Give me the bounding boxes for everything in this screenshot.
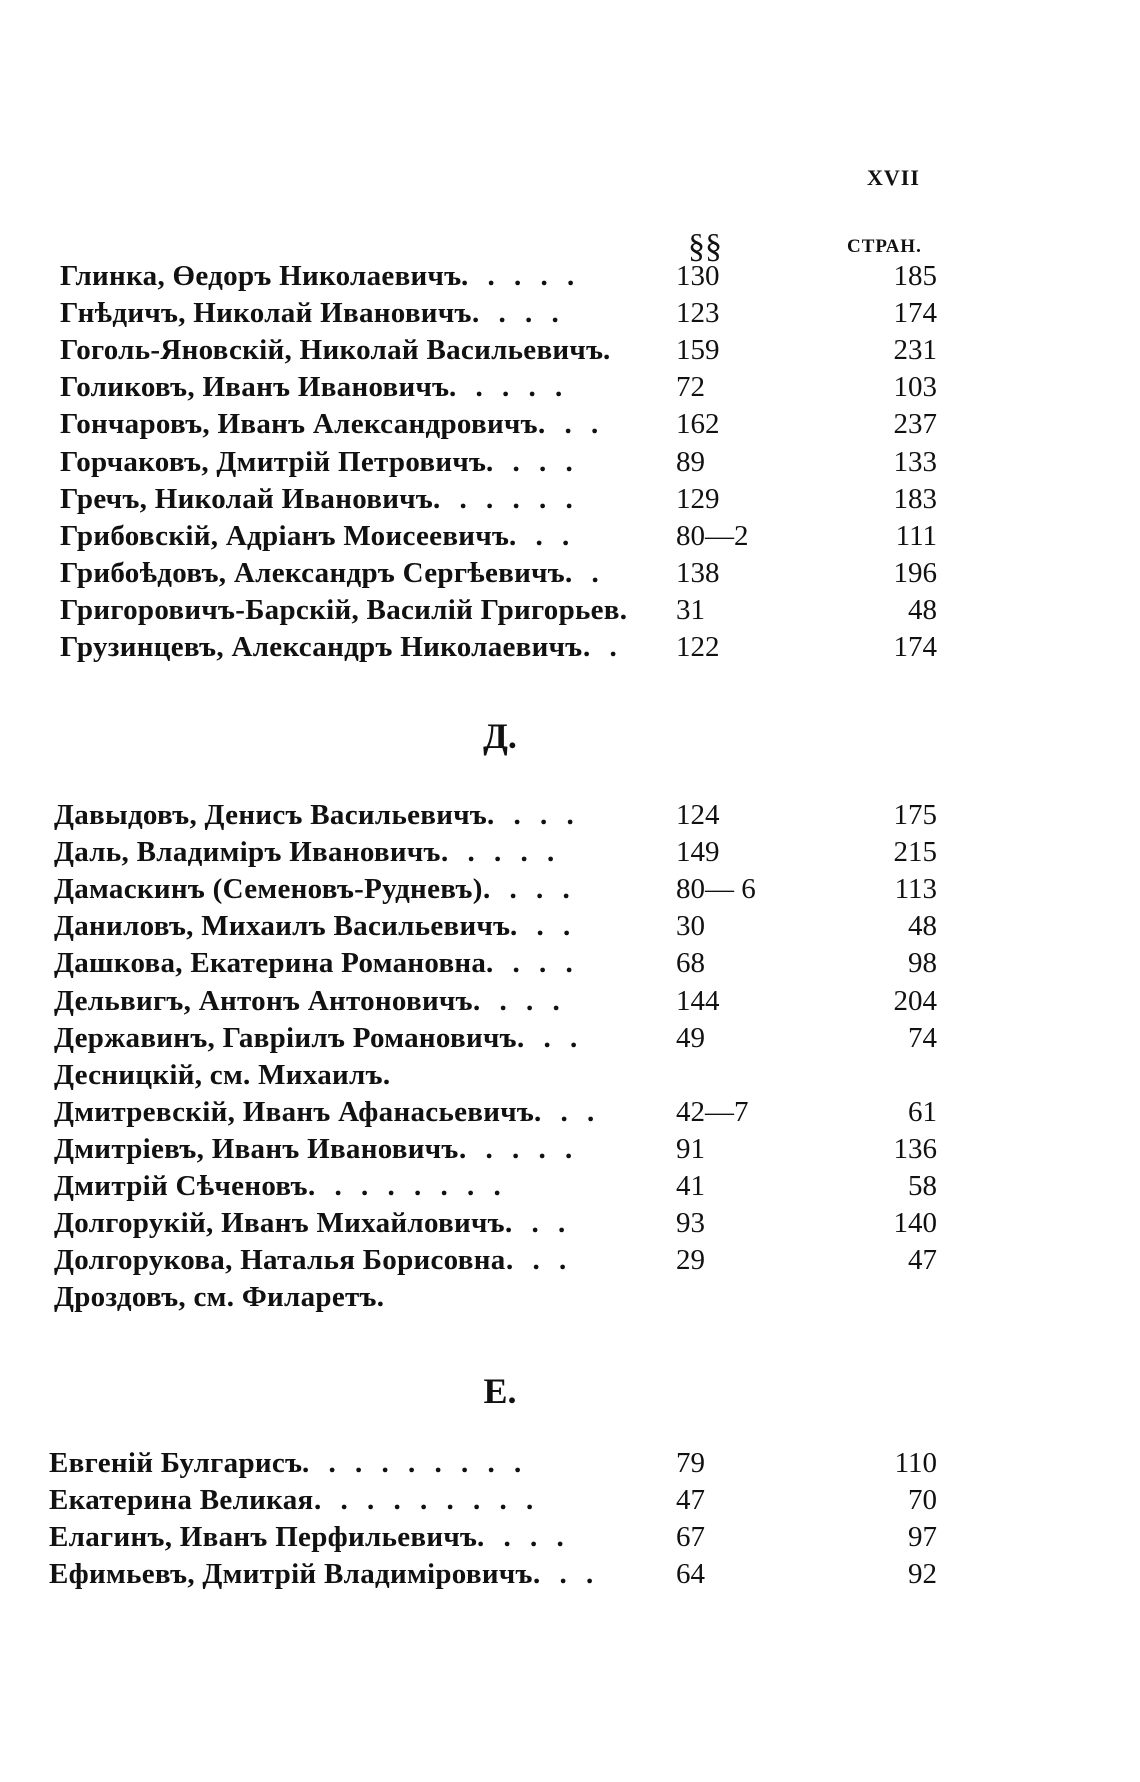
index-entry [0, 1131, 1140, 1168]
entry-leader-dots: . . . [505, 1207, 572, 1240]
entry-paragraph-number: 30 [676, 910, 705, 943]
entry-paragraph-number: 79 [676, 1447, 705, 1479]
entry-leader-dots: . . . [538, 408, 605, 441]
index-entry [0, 908, 1140, 945]
entry-page-number: 61 [908, 1095, 937, 1128]
entry-name: Гончаровъ, Иванъ Александровичъ [60, 408, 538, 441]
index-entry [0, 518, 1140, 555]
entry-leader-dots: . . . . . . . . . [302, 1447, 528, 1479]
entry-paragraph-number: 159 [676, 334, 720, 367]
entry-paragraph-number: 124 [676, 799, 720, 831]
entry-name: Дмитревскій, Иванъ Афанасьевичъ [54, 1095, 535, 1128]
entry-name: Ефимьевъ, Дмитрій Владиміровичъ [49, 1558, 533, 1591]
index-entry [0, 1094, 1140, 1131]
entry-leader-dots: . . . . . [449, 371, 569, 404]
index-entry [0, 406, 1140, 443]
entry-page-number: 133 [893, 445, 937, 478]
section-letter-heading: Е. [483, 1371, 517, 1411]
paragraphs-column-header: §§ [688, 228, 722, 265]
entry-page-number: 174 [893, 297, 937, 330]
entry-name: Державинъ, Гавріилъ Романовичъ [54, 1021, 517, 1054]
entry-name: Горчаковъ, Дмитрій Петровичъ [60, 445, 487, 478]
entry-paragraph-number: 49 [676, 1021, 705, 1054]
entry-leader-dots: . . . [517, 1021, 584, 1054]
index-entry [0, 1519, 1140, 1556]
entry-page-number: 183 [893, 482, 937, 515]
entry-name: Долгорукова, Наталья Борисовна [54, 1244, 506, 1277]
entry-leader-dots: . . . . [483, 873, 576, 906]
entry-paragraph-number: 80—2 [676, 519, 749, 552]
index-entry [0, 1242, 1140, 1279]
entry-paragraph-number: 68 [676, 947, 705, 980]
entry-page-number: 237 [893, 408, 937, 441]
entry-page-number: 136 [893, 1132, 937, 1165]
index-entry [0, 1482, 1140, 1519]
entry-name: Елагинъ, Иванъ Перфильевичъ [49, 1521, 478, 1554]
entry-name: Даль, Владиміръ Ивановичъ [54, 836, 441, 869]
index-entry [0, 834, 1140, 871]
index-entry [0, 1445, 1140, 1482]
entry-page-number: 110 [894, 1447, 937, 1479]
entry-leader-dots: . . . . . . . . . [314, 1484, 540, 1517]
index-entry [0, 1168, 1140, 1205]
index-entry [0, 481, 1140, 518]
section-letter-heading: Д. [483, 716, 517, 756]
entry-page-number: 48 [908, 593, 937, 626]
entry-name: Евгеній Булгарисъ [49, 1447, 303, 1479]
entry-paragraph-number: 91 [676, 1132, 705, 1165]
index-entry [0, 295, 1140, 332]
entry-leader-dots: . . . [509, 519, 576, 552]
index-entry [0, 1205, 1140, 1242]
entry-paragraph-number: 93 [676, 1207, 705, 1240]
entry-page-number: 174 [893, 631, 937, 663]
entry-name: Гоголь-Яновскій, Николай Васильевичъ [60, 334, 604, 367]
entry-leader-dots: . . . . [487, 799, 580, 831]
index-entry [0, 1279, 1140, 1316]
entry-page-number: 103 [893, 371, 937, 404]
index-entry [0, 369, 1140, 406]
entry-name: Дамаскинъ (Семеновъ-Рудневъ) [54, 873, 483, 906]
entry-leader-dots: . . . [510, 910, 577, 943]
entry-paragraph-number: 31 [676, 593, 705, 626]
entry-name: Грибоѣдовъ, Александръ Сергѣевичъ [60, 556, 566, 589]
entry-leader-dots: . . . [534, 1095, 601, 1128]
entry-page-number: 231 [893, 334, 937, 367]
index-entry [0, 871, 1140, 908]
entry-name: Дмитріевъ, Иванъ Ивановичъ [54, 1132, 459, 1165]
entry-paragraph-number: 138 [676, 556, 720, 589]
entry-leader-dots: . . . . [486, 445, 579, 478]
entry-name: Григоровичъ-Барскій, Василій Григорьев. [60, 593, 628, 626]
entry-leader-dots: . . . . . . [433, 482, 579, 515]
entry-page-number: 113 [894, 873, 937, 906]
entry-paragraph-number: 162 [676, 408, 720, 441]
entry-page-number: 47 [908, 1244, 937, 1277]
entry-name: Дмитрій Сѣченовъ [54, 1170, 308, 1202]
entry-leader-dots: . [603, 334, 617, 367]
entry-name: Давыдовъ, Денисъ Васильевичъ [54, 799, 488, 831]
entry-paragraph-number: 67 [676, 1521, 705, 1554]
entry-page-number: 175 [893, 799, 937, 831]
entry-name: Десницкій, см. Михаилъ. [54, 1058, 391, 1091]
index-entry [0, 1020, 1140, 1057]
entry-name: Грузинцевъ, Александръ Николаевичъ [60, 631, 583, 663]
entry-page-number: 74 [908, 1021, 937, 1054]
entry-paragraph-number: 149 [676, 836, 720, 869]
entry-name: Дашкова, Екатерина Романовна [54, 947, 487, 980]
pages-column-header: СТРАН. [847, 236, 922, 257]
entry-page-number: 92 [908, 1558, 937, 1591]
index-entry [0, 444, 1140, 481]
entry-leader-dots: . . . . . . . . [308, 1170, 507, 1202]
index-entry [0, 555, 1140, 592]
entry-page-number: 140 [893, 1207, 937, 1240]
entry-leader-dots: . . . . [486, 947, 579, 980]
entry-name: Екатерина Великая [49, 1484, 314, 1517]
entry-name: Грибовскій, Адріанъ Моисеевичъ [60, 519, 510, 552]
entry-leader-dots: . . . [533, 1558, 600, 1591]
entry-leader-dots: . . . . [472, 297, 565, 330]
entry-name: Долгорукій, Иванъ Михайловичъ [54, 1207, 505, 1240]
entry-page-number: 204 [893, 984, 937, 1017]
entry-paragraph-number: 80— 6 [676, 873, 756, 906]
entry-name: Дроздовъ, см. Филаретъ. [54, 1281, 385, 1314]
entry-page-number: 70 [908, 1484, 937, 1517]
entry-name: Глинка, Өедоръ Николаевичъ [60, 260, 462, 292]
entry-leader-dots: . . . . [477, 1521, 570, 1554]
entry-paragraph-number: 130 [676, 260, 720, 292]
entry-paragraph-number: 41 [676, 1170, 705, 1202]
entry-paragraph-number: 64 [676, 1558, 705, 1591]
entry-page-number: 97 [908, 1521, 937, 1554]
entry-name: Дельвигъ, Антонъ Антоновичъ [54, 984, 473, 1017]
entry-page-number: 185 [893, 260, 937, 292]
entry-page-number: 111 [895, 519, 937, 552]
entry-paragraph-number: 122 [676, 631, 720, 663]
entry-leader-dots: . . . . . [441, 836, 561, 869]
entry-leader-dots: . . [583, 631, 623, 663]
entry-page-number: 196 [893, 556, 937, 589]
entry-paragraph-number: 72 [676, 371, 705, 404]
entry-paragraph-number: 129 [676, 482, 720, 515]
entry-paragraph-number: 123 [676, 297, 720, 330]
index-entry [0, 1556, 1140, 1593]
entry-leader-dots: . . . . [473, 984, 566, 1017]
entry-leader-dots: . . . [506, 1244, 573, 1277]
index-entry [0, 797, 1140, 834]
entry-leader-dots: . . . . . [461, 260, 581, 292]
entry-paragraph-number: 89 [676, 445, 705, 478]
entry-page-number: 215 [893, 836, 937, 869]
entry-paragraph-number: 42—7 [676, 1095, 749, 1128]
page-number: XVII [867, 165, 920, 190]
entry-page-number: 98 [908, 947, 937, 980]
entry-name: Даниловъ, Михаилъ Васильевичъ [54, 910, 511, 943]
entry-paragraph-number: 29 [676, 1244, 705, 1277]
entry-name: Гречъ, Николай Ивановичъ [60, 482, 434, 515]
entry-page-number: 58 [908, 1170, 937, 1202]
entry-name: Гнѣдичъ, Николай Ивановичъ [60, 297, 472, 330]
index-entry [0, 945, 1140, 982]
index-entry [0, 629, 1140, 666]
index-entry [0, 1057, 1140, 1094]
index-entry [0, 983, 1140, 1020]
entry-name: Голиковъ, Иванъ Ивановичъ [60, 371, 450, 404]
entry-leader-dots: . . [565, 556, 605, 589]
entry-leader-dots: . . . . . [459, 1132, 579, 1165]
entry-paragraph-number: 47 [676, 1484, 705, 1517]
index-entry [0, 332, 1140, 369]
entry-page-number: 48 [908, 910, 937, 943]
index-entry [0, 592, 1140, 629]
entry-paragraph-number: 144 [676, 984, 720, 1017]
index-entry [0, 258, 1140, 295]
